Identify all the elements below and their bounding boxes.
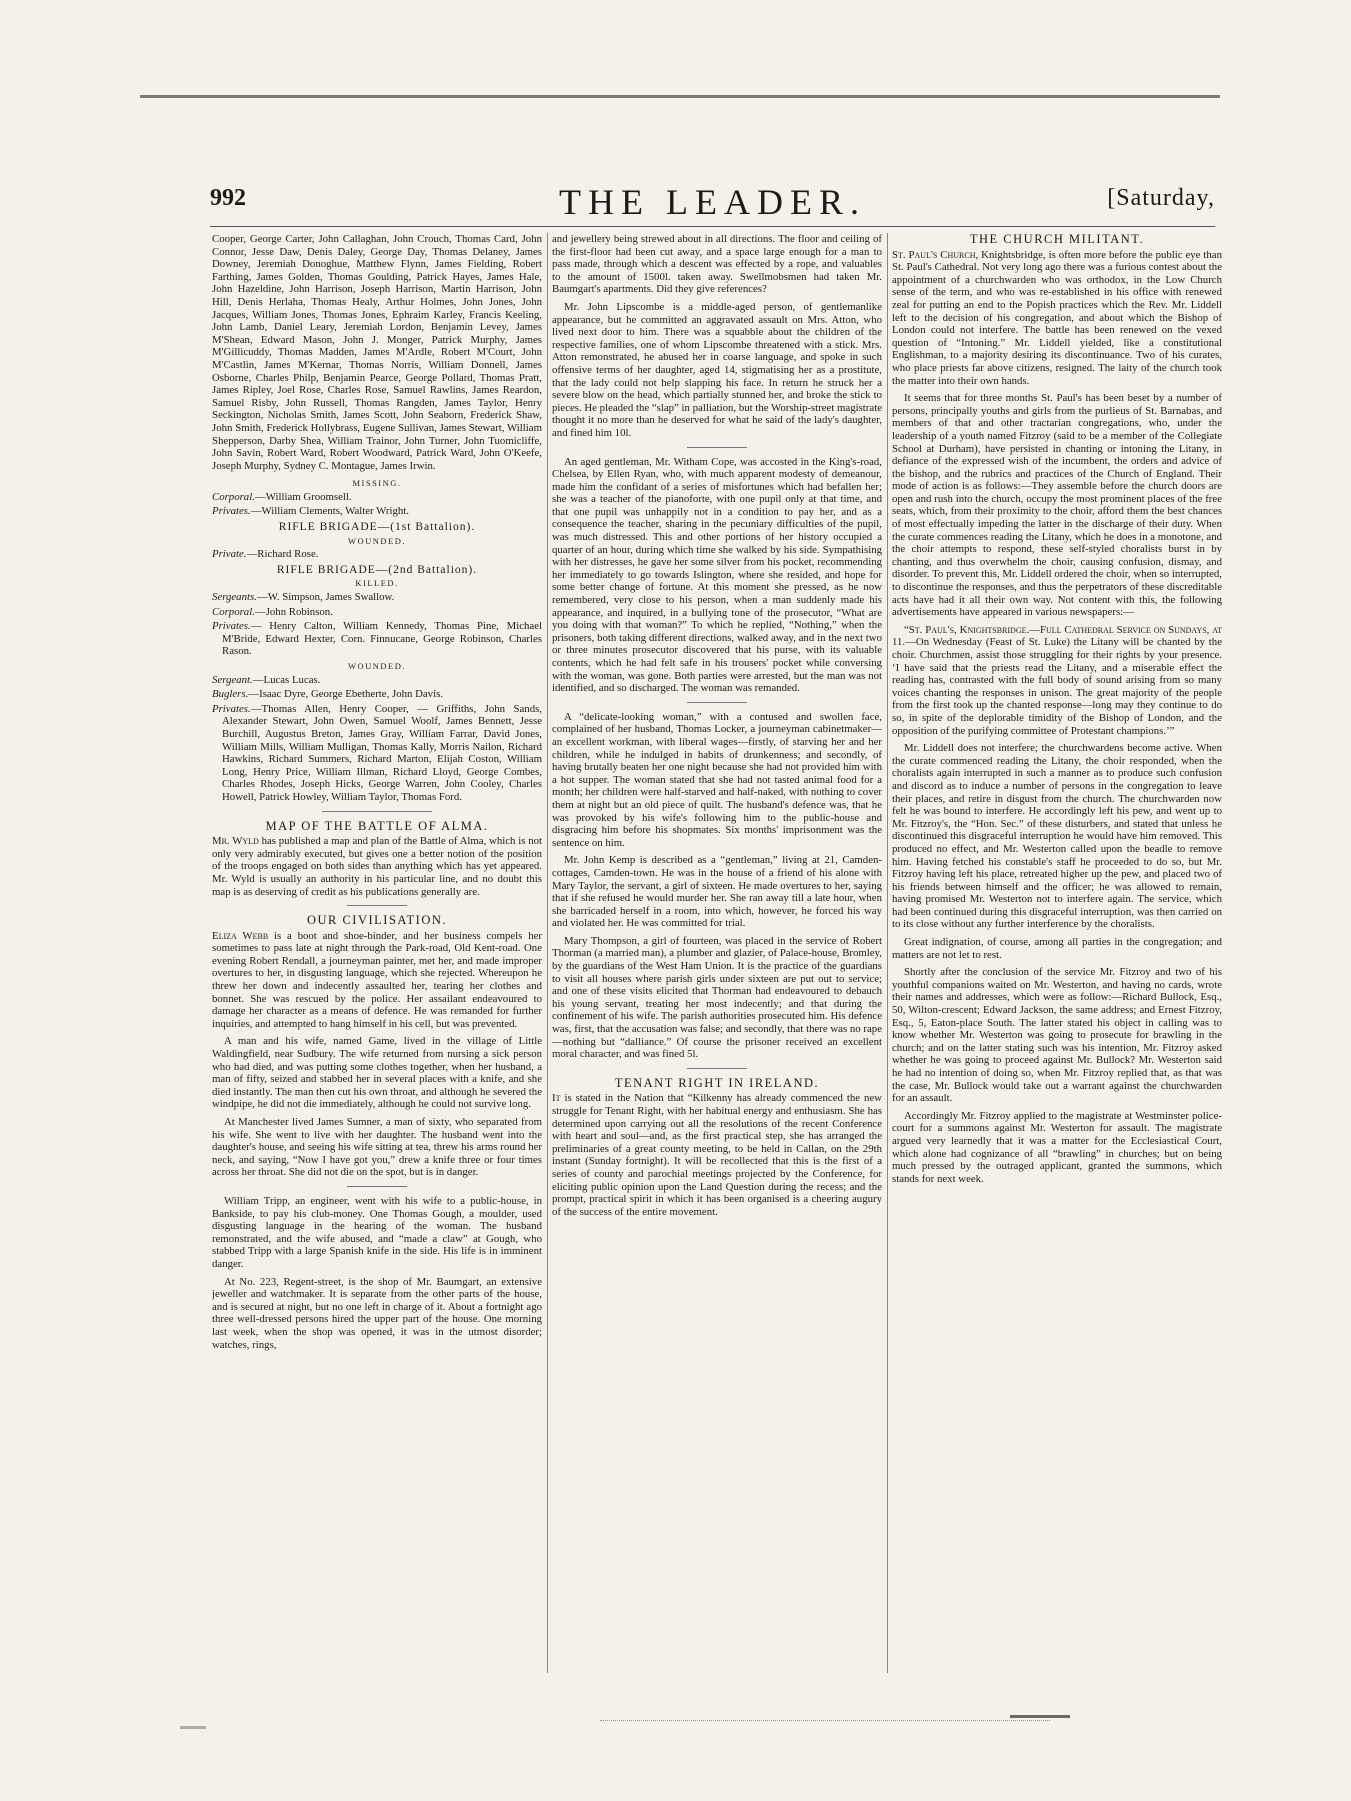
article-heading-church: THE CHURCH MILITANT. xyxy=(969,233,1145,246)
casualty-list: Cooper, George Carter, John Callaghan, John Crouch, Thomas Card, John Connor, Jesse Daw, Denis Daley, George Day, Thomas Delaney, James Downey, Jeremiah Donoghue, Matthew Flynn, James Fielding, Robert Farthing, James Golden, Thomas Goulding, Patrick Hayes, James Hale, John Hazeldine, John Harrison, Joseph Harrison, Martin Harrison, John Hill, Denis Herlaha, Thomas Healy, Arthur Holmes, John Jones, John Jacques, William Jones, Thomas Jones, Ephraim Karley, Francis Keeling, John Lamb, Daniel Leary, Jeremiah Lordon, Benjamin Levey, James M'Shean, Edward Mason, John J. Monger, Patrick Murphy, James M'Gillicuddy, Thomas Madden, James M'Ardle, Robert M'Court, John M'Castlin, James M'Kernar, Thomas Norris, William Donnell, James Osborne, Charles Philp, Benjamin Pearce, George Pollard, Thomas Pratt, James Ripley, Joel Rose, Charles Rose, Samuel Rawlins, James Reardon, Samuel Risby, John Russell, Thomas Rangden, James Taylor, Henry Seckington, Nicholas Smith, James Scott, John Seaborn, Frederick Shaw, John Smith, Frederick Hollybrass, Eugene Sullivan, James Stewart, William Shepperson, Darby Shea, William Trainor, John Turner, John Tuomicliffe, John Savin, Robert Ward, Robert Woodward, Patrick Ward, John O'Keefe, Joseph Murphy, Sydney C. Montague, James Irwin. xyxy=(212,233,542,472)
paragraph-text: is stated in the Nation that “Kilkenny has already commenced the new struggle for Tenant Right, with her habitual energy and enthusiasm. She has determined upon carrying out all the resolutions of the recent Conference with heart and soul—and, as the first practical step, she has arranged the preliminaries of a great county meeting, to be held in Callan, on the 29th instant (Sunday fortnight). It will be recollected that this is the first of a series of county and parochial meetings projected by the Conference, for eliciting public opinion upon the Land Question during the recess; and the prompt, practical spirit in which it has been organised is a cheering augury of the success of the entire movement. xyxy=(552,1092,882,1218)
casualty-entry xyxy=(212,673,542,687)
article-paragraph xyxy=(892,249,1222,388)
column-divider xyxy=(547,233,548,1673)
article-paragraph: At No. 223, Regent-street, is the shop of Mr. Baumgart, an extensive jeweller and watchmaker. It is separate from the other parts of the house, and is secured at night, but no one left in charge of it. About a fortnight ago three well-dressed persons hired the upper part of the house. One morning last week, when the shop was opened, it was in the utmost disorder; watches, rings, xyxy=(212,1275,542,1351)
casualty-entry xyxy=(212,688,542,701)
rank: Private. xyxy=(212,548,247,561)
paragraph-text: is a boot and shoe-binder, and her business compels her sometimes to pass late at night through the Park-road, Old Kent-road. One evening Robert Rendall, a journeyman painter, met her, and made improper overtures to her, in disgusting language, which she rejected. Whereupon he threw her down and indecently assaulted her, tearing her clothes and bonnet. She was rescued by the police. Her assailant endeavoured to damage her character as a means of defence. He was remanded for further inquiries, and attempted to hang himself in his cell, but was prevented. xyxy=(212,929,542,1030)
column-divider xyxy=(887,233,888,1673)
rank: Privates. xyxy=(212,620,251,633)
section-separator xyxy=(322,811,432,812)
rank: Sergeant. xyxy=(212,673,253,686)
rank: Buglers. xyxy=(212,688,249,701)
article-paragraph: An aged gentleman, Mr. Witham Cope, was accosted in the King's-road, Chelsea, by Ellen Ryan, who, with much apparent modesty of demeanour, made him the confidant of a series of misfortunes which had befallen her; she was a teacher of the pianoforte, with one pupil only at that time, and that one pupil was unhappily not in a condition to pay her, and as a consequence the teacher, sharing in the pecuniary difficulties of the pupil, was much distressed. This and other portions of her history occupied a quarter of an hour, during which time she walked by his side. Sympathising with her distresses, he gave her some silver from his pocket, recommending her immediately to go towards Islington, where she resided, and hope for some better change of fortune. At this moment she pressed, as he now remembered, very close to his person, when a man suddenly made his appearance, and inquired, in a bullying tone of the prosecutor, “What are you doing with that woman?” To which he replied, “Nothing,” when the prisoners, both taking different directions, walked away, and in the next two or three minutes prosecutor discovered that his purse, with its valuable contents, which he had felt safe in his trousers' pocket while conversing with the woman, was gone. Both parties were arrested, but the man was not identified, and so discharged. The woman was remanded. xyxy=(552,455,882,695)
article-heading-civilisation: OUR CIVILISATION. xyxy=(306,913,448,928)
rank: Corporal. xyxy=(212,605,255,618)
wounded-label: WOUNDED. xyxy=(347,661,407,671)
rank: Corporal. xyxy=(212,490,255,503)
lead-words: St. Paul's Church, xyxy=(892,248,979,261)
article-paragraph: Mary Thompson, a girl of fourteen, was placed in the service of Robert Thorman (a married man), a plumber and glazier, of Palace-house, Bromley, by the guardians of the West Ham Union. It is the practice of the guardians to visit all houses where parish girls under sixteen are put out to service; and one of these visits elicited that Thorman had endeavoured to debauch his young servant, treating her most indecently; and that during the confinement of his wife. The parish authorities prosecuted him. His defence was, first, that the accusation was false; and secondly, that there was no rape—nothing but “dalliance.” Of course the prisoner received an excellent moral character, and was fined 5l. xyxy=(552,934,882,1061)
paragraph-text: —On Wednesday (Feast of St. Luke) the Litany will be chanted by the choir. Churchmen, assist those struggling for their rights by your presence. ‘I have said that the priests read the Litany, and a miserable effect the reading has, contrasted with the full body of sound arising from so many voices chanting the responses in unison. The great majority of the people from the first took up the chanted response—long may they continue to do so, in spite of the deplorable timidity of the Bishop of London, and the opposition of the purifying committee of Protestant champions.’” xyxy=(892,636,1222,737)
lead-words: “St. Paul's, Knightsbridge.—Full Cathedral Service on Sundays, at 11. xyxy=(892,623,1222,649)
article-paragraph xyxy=(892,624,1222,737)
casualty-entry xyxy=(212,548,542,561)
section-separator xyxy=(347,1186,407,1187)
casualty-entry xyxy=(212,591,542,604)
article-paragraph: It seems that for three months St. Paul's has been beset by a number of persons, principally youths and girls from the purlieus of St. Barnabas, and members of that and other tractarian congregations, who, under the leadership of a youth named Fitzroy (said to be a member of the Collegiate School at Durham), have persisted in chanting or intoning the Litany, in defiance of the expressed wish of the incumbent, the orders and advice of the bishop, and the rubrics and practices of the Church of England. Their mode of action is as follows:—They assemble before the church doors are open and rush into the church, occupy the most prominent places of the free seats, which, from their proximity to the choir, afford them the best chances of most effectually impeding the latter in the discharge of their duty. When the curate commences reading the Litany, which he does in a monotone, and the choir attempts to respond, these self-styled choralists burst in by chanting, and thus overwhelm the choir, causing confusion, dismay, and disorder. To prevent this, Mr. Liddell ordered the choir, when so interrupted, to discontinue the responses, and thus the perpetrators of these discreditable acts have had it all their own way. Not content with this, the following advertisements have appeared in various newspapers:— xyxy=(892,392,1222,619)
top-border-rule xyxy=(140,95,1220,98)
masthead xyxy=(210,182,1215,225)
regiment-heading: RIFLE BRIGADE—(1st Battalion). xyxy=(278,521,476,534)
names: —William Groomsell. xyxy=(254,490,352,503)
newspaper-title: THE LEADER. xyxy=(559,182,866,222)
rank: Sergeants. xyxy=(212,591,257,604)
page-number: 992 xyxy=(210,185,246,211)
article-paragraph: At Manchester lived James Sumner, a man of sixty, who separated from his wife. She went to live with her daughter. The husband went into the daughter's house, and seeing his wife sitting at tea, threw his arms round her neck, and saying, “Now I have got you,” drew a knife three or four times across her throat. She did not die on the spot, but is in danger. xyxy=(212,1116,542,1179)
names: —William Clements, Walter Wright. xyxy=(250,505,409,518)
paragraph-text: Knightsbridge, is often more before the public eye than St. Paul's Cathedral. Not very long ago there was a furious contest about the appointment of a churchwarden who was orthodox, in the Low Church sense of the term, and who was re-established in his office with renewed zeal for putting an end to the Popish practices which the Rev. Mr. Liddell left to the decision of his congregation, and about which the Bishop of London could not interfere. The battle has been renewed on the vexed question of “Intoning.” Mr. Liddell yielded, like a constitutional Englishman, to a majority desiring its discontinuance. Two of his curates, who place priests far above citizens, resigned. The laity of the church took the matter into their own hands. xyxy=(892,248,1222,387)
bottom-dotted-rule xyxy=(600,1716,1050,1721)
article-paragraph xyxy=(212,835,542,898)
names: —Lucas Lucas. xyxy=(252,673,321,686)
killed-label: KILLED. xyxy=(355,578,399,589)
article-paragraph: Shortly after the conclusion of the service Mr. Fitzroy and two of his youthful companions waited on Mr. Westerton, and having no cards, wrote their names and addresses, which were as follow:—Richard Bullock, Esq., 50, Wilton-crescent; Edward Jackson, the same address; and Ernest Fitzroy, Esq., 5, Eaton-place South. The latter stated his object in calling was to know whether Mr. Westerton was going to prosecute for brawling in the church; and on the latter stating such was his intention, Mr. Fitzroy asked whether he was going to proceed against Mr. Bullock? Mr. Westerton said he had no intention of doing so, when Mr. Fitzroy replied that, as that was the case, Mr. Bullock would take out a warrant against the churchwarden for an assault. xyxy=(892,966,1222,1105)
section-separator xyxy=(687,702,747,703)
names: —John Robinson. xyxy=(254,605,333,618)
scan-mark xyxy=(180,1726,206,1729)
article-heading-alma: MAP OF THE BATTLE OF ALMA. xyxy=(265,818,489,833)
article-paragraph xyxy=(212,930,542,1031)
article-paragraph xyxy=(552,1092,882,1218)
article-paragraph: Accordingly Mr. Fitzroy applied to the magistrate at Westminster police-court for a summons against Mr. Westerton for assault. The magistrate argued very learnedly that it was a matter for the Ecclesiastical Court, which alone had cognizance of all “brawling” in churches; but on being much pressed by the outraged applicant, granted the summons, which stands for next week. xyxy=(892,1109,1222,1185)
article-paragraph: William Tripp, an engineer, went with his wife to a public-house, in Bankside, to pay his club-money. One Thomas Gough, a moulder, used disgusting language in the hearing of the woman. The husband remonstrated, and the wife abused, and “made a claw” at Gough, who stabbed Tripp with a large Spanish knife in the side. His life is in imminent danger. xyxy=(212,1194,542,1270)
rank: Privates. xyxy=(212,702,251,715)
wounded-label: WOUNDED. xyxy=(347,535,407,546)
ink-mark xyxy=(1010,1715,1070,1718)
lead-words: Mr. Wyld xyxy=(212,835,259,848)
names: —W. Simpson, James Swallow. xyxy=(256,591,395,604)
section-separator xyxy=(347,905,407,906)
article-paragraph: Great indignation, of course, among all parties in the congregation; and matters are not let to rest. xyxy=(892,936,1222,961)
article-paragraph: A “delicate-looking woman,” with a contused and swollen face, complained of her husband, Thomas Locker, a journeyman cabinetmaker—an excellent workman, with liberal wages—firstly, of starving her and her children, while he indulged in habits of drunkenness; and secondly, of having brutally beaten her one night because she had not provided him with a hot supper. The woman stated that she had not tasted animal food for a month; her children were half-starved and half-naked, with nothing to cover them at night but an old piece of quilt. The husband's defence was, that he was provoked by his wife's following him to the public-house and disgracing him before his shopmates. Six months' imprisonment was the sentence on him. xyxy=(552,710,882,849)
column-middle xyxy=(552,233,882,1678)
column-right xyxy=(892,233,1222,1678)
masthead-rule xyxy=(210,226,1215,227)
rank: Privates. xyxy=(212,505,251,518)
casualty-entry xyxy=(212,505,542,518)
missing-label: MISSING. xyxy=(352,478,402,489)
article-paragraph: Mr. John Kemp is described as a “gentleman,” living at 21, Camden-cottages, Camden-town. He was in the house of a friend of his alone with Mary Taylor, the servant, a girl of sixteen. He made overtures to her, saying that if she refused he would murder her. She ran away till a late hour, when she barricaded herself in a room, into which, however, he forced his way and violated her. He was committed for trial. xyxy=(552,854,882,930)
names: —Isaac Dyre, George Ebetherte, John Davis. xyxy=(248,688,443,701)
casualty-entry xyxy=(212,702,542,804)
casualty-entry xyxy=(212,490,542,504)
names: — Henry Calton, William Kennedy, Thomas Pine, Michael M'Bride, Edward Hexter, Corn. Finnucane, George Robinson, Charles Rason. xyxy=(222,620,542,658)
section-separator xyxy=(687,1068,747,1069)
article-paragraph: and jewellery being strewed about in all directions. The floor and ceiling of the first-floor had been cut away, and a space large enough for a man to pass made, through which a descent was effected by a rope, and valuables to the amount of 1500l. taken away. Swellmobsmen had taken Mr. Baumgart's apartments. Did they give references? xyxy=(552,233,882,296)
article-heading-tenant-right: TENANT RIGHT IN IRELAND. xyxy=(614,1075,820,1090)
lead-words: It xyxy=(552,1092,561,1105)
casualty-entry xyxy=(212,620,542,658)
column-left xyxy=(212,233,542,1678)
regiment-heading: RIFLE BRIGADE—(2nd Battalion). xyxy=(276,563,478,576)
casualty-entry xyxy=(212,605,542,619)
section-separator xyxy=(687,447,747,448)
article-paragraph: Mr. Liddell does not interfere; the churchwardens become active. When the curate commenced reading the Litany, the choir responded, when the choralists again interrupted in such a manner as to produce such confusion and discord as to induce a number of persons in the congregation to leave their places, and retire in disgust from the church. The churchwarden now felt he was bound to interfere. He accordingly left his pew, and went up to Mr. Fitzroy's, the “Hon. Sec.” of these disturbers, and stated that unless he discontinued this disgraceful interruption he would have him removed. This produced no effect, and Mr. Westerton called upon the beadle to remove him. Having fetched his constable's staff he proceeded to do so, but Mr. Fitzroy having left his place, retreated higher up the pew, and placed two of his friends between himself and the officer; he was allowed to remain, having promised Mr. Westerton not to interfere again. The service, which had been continued during this disgraceful interruption, was then carried on to its close without any further interference by the choralists. xyxy=(892,742,1222,931)
names: —Thomas Allen, Henry Cooper, — Griffiths, John Sands, Alexander Stewart, John Owen, Samuel Woolf, James Bennett, Jesse Burchill, Augustus Breton, James Gray, William Farrar, David Jones, William Mills, William Mulligan, Thomas Kally, Morris Nailon, Richard Hawkins, Richard Summers, Richard Marton, Elijah Coston, William Long, Henry Price, William Illman, Richard Lloyd, George Combes, Charles Rhodes, Joseph Hicks, George Warren, John Cooley, Charles Howell, Patrick Howley, William Taylor, Thomas Ford. xyxy=(222,702,542,803)
paragraph-text: has published a map and plan of the Battle of Alma, which is not only very admirably executed, but gives one a better notion of the position of the troops engaged on both sides than anything which has yet appeared. Mr. Wyld is usually an authority in his particular line, and no doubt this map is as deserving of credit as his publications generally are. xyxy=(212,835,542,898)
lead-words: Eliza Webb xyxy=(212,929,269,942)
issue-day: [Saturday, xyxy=(1107,185,1215,211)
article-paragraph: Mr. John Lipscombe is a middle-aged person, of gentlemanlike appearance, but he committed an aggravated assault on Mrs. Atton, who lived next door to him. There was a squabble about the children of the respective families, one of whom Lipscombe threatened with a stick. Mrs. Atton remonstrated, he abused her in coarse language, and spoke in such offensive terms of her daughter, aged 14, stigmatising her as a prostitute, that the lady could not help slapping his face. In return he struck her a severe blow on the head, which partially stunned her, and broke the stick to pieces. He pleaded the “slap” in palliation, but the Worship-street magistrate thought it no more than he deserved for what he said of the lady's daughter, and fined him 10l. xyxy=(552,300,882,439)
article-paragraph: A man and his wife, named Game, lived in the village of Little Waldingfield, near Sudbury. The wife returned from nursing a sick person who had died, and was putting some clothes together, when her husband, a man of fifty, seized and stabbed her in several places with a knife, and she died instantly. The man then cut his own throat, and although he severed the windpipe, he did not die immediately, although he could not survive long. xyxy=(212,1035,542,1111)
names: —Richard Rose. xyxy=(246,548,319,561)
